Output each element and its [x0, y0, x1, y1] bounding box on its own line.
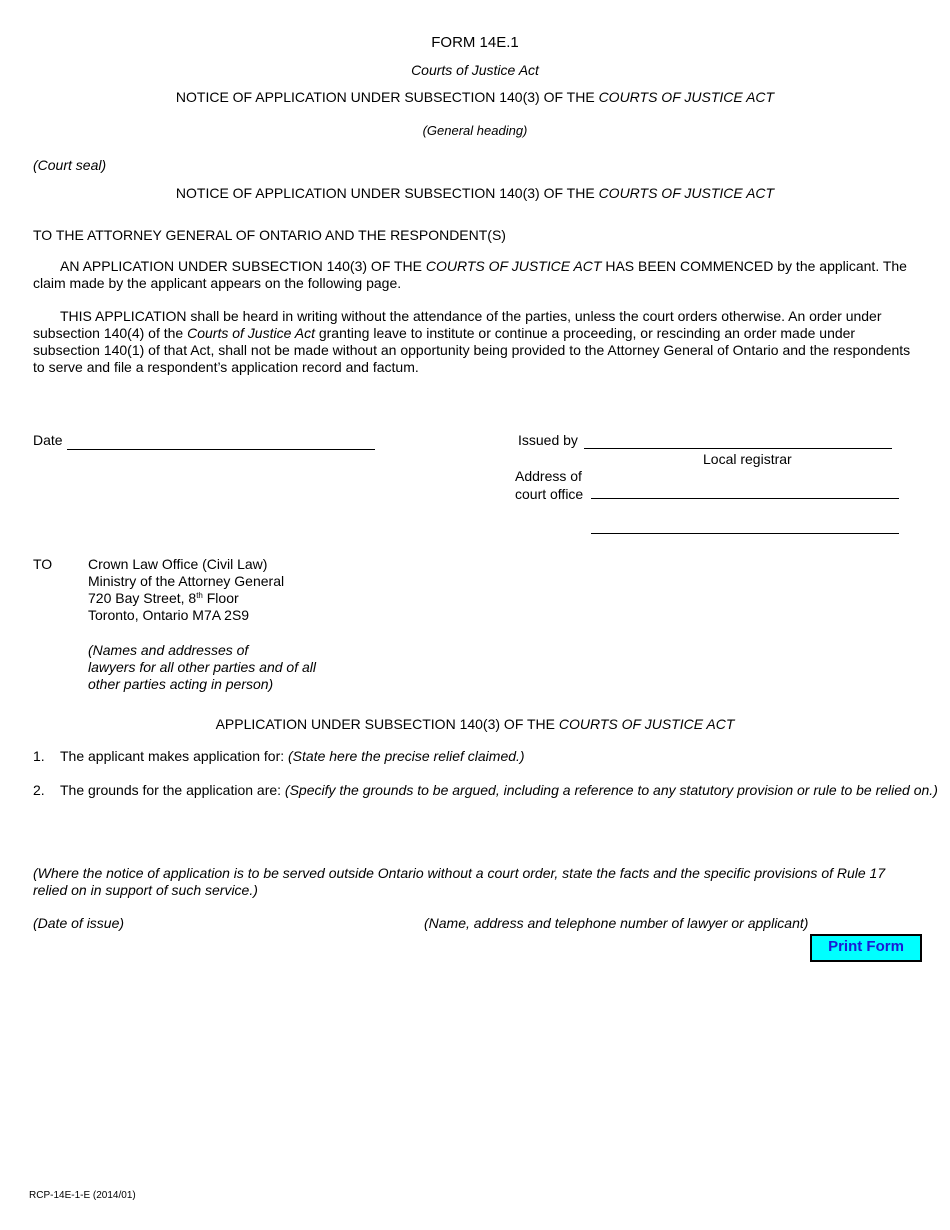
item-1-text: The applicant makes application for: [60, 748, 289, 764]
to-line-3 [88, 590, 284, 607]
court-seal: (Court seal) [33, 157, 107, 173]
date-label: Date [33, 432, 63, 448]
para1-act: COURTS OF JUSTICE ACT [425, 258, 602, 274]
to-line-3-prefix: 720 Bay Street, 8 [88, 590, 197, 606]
address-label-1: Address of [515, 468, 582, 484]
paragraph-1 [33, 258, 913, 292]
general-heading: (General heading) [422, 123, 528, 138]
form-title [0, 89, 950, 105]
issued-by-label: Issued by [518, 432, 578, 448]
to-note [88, 642, 316, 693]
application-title [0, 716, 950, 732]
to-line-2: Ministry of the Attorney General [88, 573, 285, 589]
lawyer-info: (Name, address and telephone number of lawyer or applicant) [424, 915, 809, 931]
item-2-text: The grounds for the application are: [60, 782, 285, 798]
date-field[interactable] [67, 449, 375, 450]
to-note-3: other parties acting in person) [88, 676, 274, 692]
item-1-note: (State here the precise relief claimed.) [288, 748, 525, 764]
notice-title-prefix: NOTICE OF APPLICATION UNDER SUBSECTION 140(3) OF THE [175, 185, 599, 201]
service-note: (Where the notice of application is to be served outside Ontario without a court order, state the facts and the specific provisions of Rule 17 relied on in support of such service.) [33, 865, 886, 898]
application-title-act: COURTS OF JUSTICE ACT [558, 716, 735, 732]
application-title-prefix: APPLICATION UNDER SUBSECTION 140(3) OF THE [215, 716, 559, 732]
item-2-note: (Specify the grounds to be argued, including a reference to any statutory provision or rule to be relied on.) [284, 782, 938, 798]
form-code: RCP-14E-1-E (2014/01) [29, 1190, 136, 1201]
local-registrar-label: Local registrar [703, 451, 792, 467]
item-1 [60, 748, 525, 764]
print-form-button[interactable]: Print Form [810, 934, 922, 962]
item-1-number: 1. [33, 748, 45, 764]
to-label: TO [33, 556, 53, 572]
address-label-2: court office [515, 486, 584, 502]
to-note-2: lawyers for all other parties and of all [88, 659, 316, 675]
item-2-number: 2. [33, 782, 45, 798]
to-line-3-sup: th [196, 591, 203, 600]
to-line-4: Toronto, Ontario M7A 2S9 [88, 607, 250, 623]
to-line-1: Crown Law Office (Civil Law) [88, 556, 268, 572]
para1-part2: HAS BEEN COMMENCED by the applicant. The claim made by the applicant appears on the following page. [33, 258, 907, 291]
to-line-3-suffix: Floor [202, 590, 239, 606]
para1-part1: AN APPLICATION UNDER SUBSECTION 140(3) OF THE [60, 258, 426, 274]
to-note-1: (Names and addresses of [88, 642, 249, 658]
address-field-2[interactable] [591, 533, 899, 534]
notice-title-act: COURTS OF JUSTICE ACT [598, 185, 775, 201]
item-2 [60, 782, 938, 798]
addressee: TO THE ATTORNEY GENERAL OF ONTARIO AND THE RESPONDENT(S) [33, 227, 506, 243]
para2-part2: granting leave to institute or continue a proceeding, or rescinding an order made under subsection 140(1) of that Act, shall not be made without an opportunity being provided to the Attorney General of Ontario and the respondents to serve and file a respondent’s application record and factum. [33, 325, 911, 375]
form-title-act: COURTS OF JUSTICE ACT [598, 89, 775, 105]
issued-by-field[interactable] [584, 448, 892, 449]
to-address [88, 556, 284, 624]
para2-part1: THIS APPLICATION shall be heard in writing without the attendance of the parties, unless the court orders otherwise. An order under subsection 140(4) of the [33, 308, 882, 341]
address-field-1[interactable] [591, 498, 899, 499]
form-number: FORM 14E.1 [431, 34, 519, 51]
date-of-issue: (Date of issue) [33, 915, 125, 931]
para2-act: Courts of Justice Act [187, 325, 315, 341]
notice-title [0, 185, 950, 201]
act-name: Courts of Justice Act [411, 62, 539, 78]
paragraph-2 [33, 308, 913, 376]
form-title-prefix: NOTICE OF APPLICATION UNDER SUBSECTION 140(3) OF THE [175, 89, 599, 105]
